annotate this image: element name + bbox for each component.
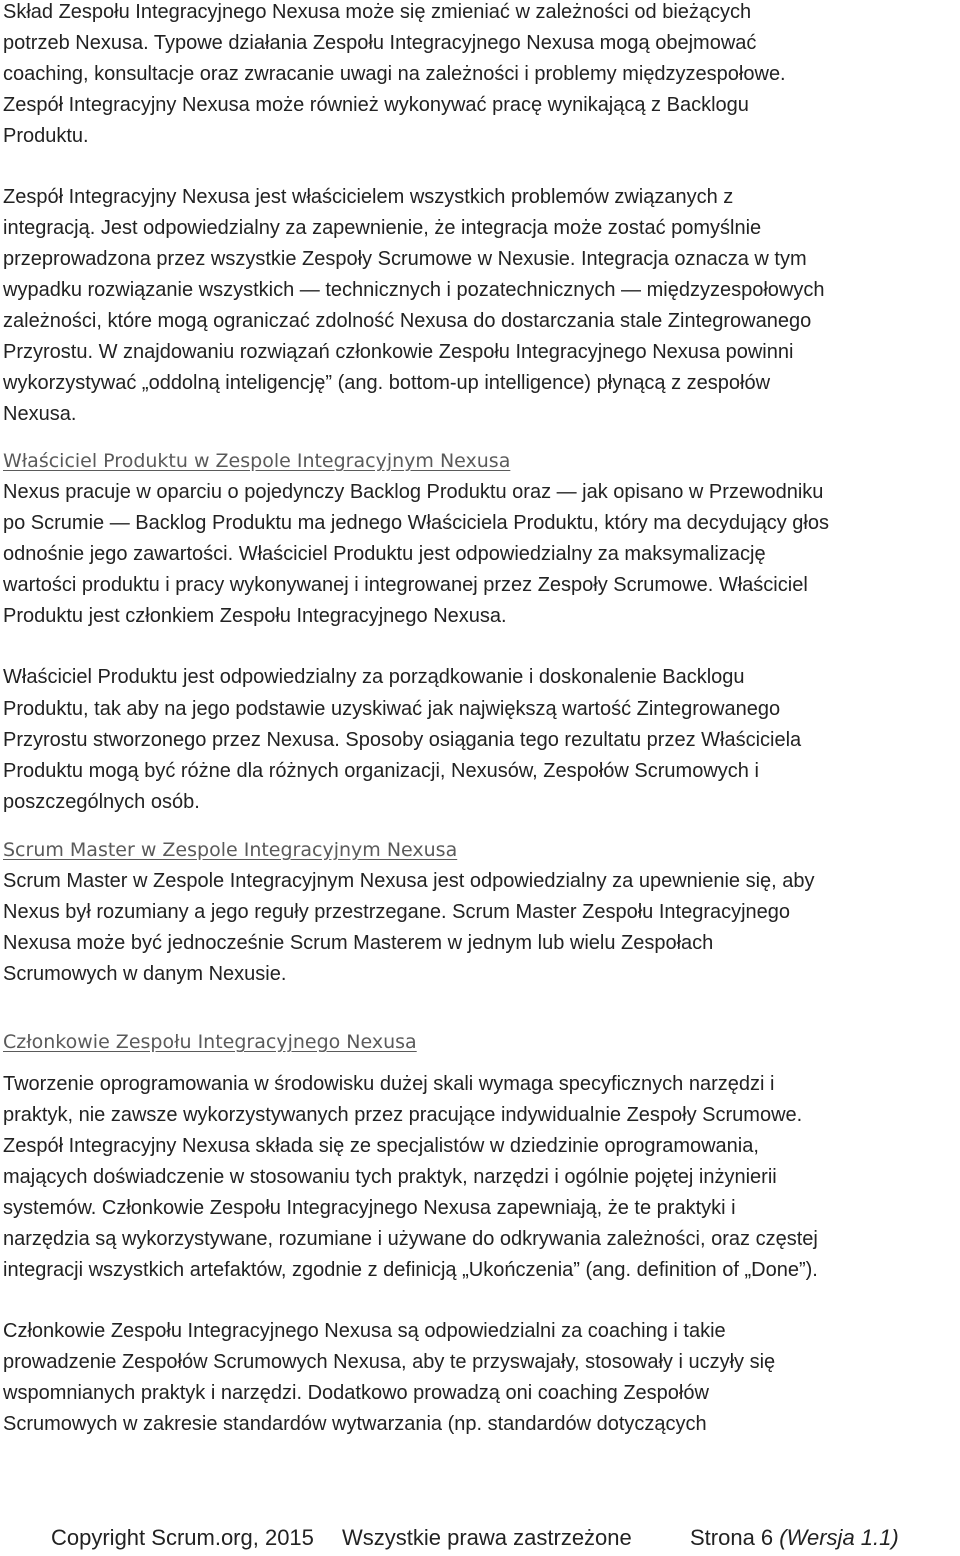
paragraph-line: wartości produktu i pracy wykonywanej i integrowanej przez Zespoły Scrumowe. Właściciel <box>3 574 808 596</box>
paragraph-line: Członkowie Zespołu Integracyjnego Nexusa są odpowiedzialni za coaching i takie <box>3 1320 726 1342</box>
paragraph-line: Nexusa. <box>3 403 77 425</box>
paragraph-line: Produktu jest członkiem Zespołu Integracyjnego Nexusa. <box>3 605 507 627</box>
paragraph-line: potrzeb Nexusa. Typowe działania Zespołu Integracyjnego Nexusa mogą obejmować <box>3 32 757 54</box>
paragraph-line: przeprowadzona przez wszystkie Zespoły Scrumowe w Nexusie. Integracja oznacza w tym <box>3 248 807 270</box>
section-heading-members: Członkowie Zespołu Integracyjnego Nexusa <box>3 1031 417 1053</box>
paragraph-line: Nexus był rozumiany a jego reguły przestrzegane. Scrum Master Zespołu Integracyjnego <box>3 901 791 923</box>
paragraph-line: Właściciel Produktu jest odpowiedzialny za porządkowanie i doskonalenie Backlogu <box>3 666 745 688</box>
footer-rights: Wszystkie prawa zastrzeżone <box>342 1525 632 1550</box>
footer-page-number <box>690 1524 899 1552</box>
paragraph-line: narzędzia są wykorzystywane, rozumiane i używane do odkrywania zależności, oraz częstej <box>3 1228 818 1250</box>
paragraph-line: po Scrumie — Backlog Produktu ma jednego Właściciela Produktu, który ma decydujący głos <box>3 512 829 534</box>
paragraph-line: Scrumowych w danym Nexusie. <box>3 963 287 985</box>
paragraph-line: wypadku rozwiązanie wszystkich — technicznych i pozatechnicznych — międzyzespołowych <box>3 279 825 301</box>
paragraph-line: wspomnianych praktyk i narzędzi. Dodatkowo prowadzą oni coaching Zespołów <box>3 1382 709 1404</box>
paragraph-line: Nexus pracuje w oparciu o pojedynczy Backlog Produktu oraz — jak opisano w Przewodniku <box>3 481 824 503</box>
paragraph-line: Scrum Master w Zespole Integracyjnym Nexusa jest odpowiedzialny za upewnienie się, aby <box>3 870 815 892</box>
paragraph-line: integracją. Jest odpowiedzialny za zapewnienie, że integracja może zostać pomyślnie <box>3 217 762 239</box>
paragraph-line: Zespół Integracyjny Nexusa składa się ze specjalistów w dziedzinie oprogramowania, <box>3 1135 759 1157</box>
paragraph-line: wykorzystywać „oddolną inteligencję” (ang. bottom-up intelligence) płynącą z zespołów <box>3 372 771 394</box>
paragraph-line: Produktu mogą być różne dla różnych organizacji, Nexusów, Zespołów Scrumowych i <box>3 760 759 782</box>
paragraph-line: Nexusa może być jednocześnie Scrum Masterem w jednym lub wielu Zespołach <box>3 932 714 954</box>
paragraph-line: poszczególnych osób. <box>3 791 200 813</box>
paragraph-line: Przyrostu stworzonego przez Nexusa. Sposoby osiągania tego rezultatu przez Właściciela <box>3 729 802 751</box>
paragraph-line: Produktu. <box>3 125 89 147</box>
footer-version: (Wersja 1.1) <box>779 1525 899 1550</box>
paragraph-line: mających doświadczenie w stosowaniu tych praktyk, narzędzi i ogólnie pojętej inżynierii <box>3 1166 777 1188</box>
paragraph-line: Zespół Integracyjny Nexusa jest właścicielem wszystkich problemów związanych z <box>3 186 734 208</box>
paragraph-line: praktyk, nie zawsze wykorzystywanych przez pracujące indywidualnie Zespoły Scrumowe. <box>3 1104 803 1126</box>
paragraph-line: odnośnie jego zawartości. Właściciel Produktu jest odpowiedzialny za maksymalizację <box>3 543 766 565</box>
paragraph-line: prowadzenie Zespołów Scrumowych Nexusa, aby te przyswajały, stosowały i uczyły się <box>3 1351 776 1373</box>
paragraph-line: Zespół Integracyjny Nexusa może również wykonywać pracę wynikającą z Backlogu <box>3 94 749 116</box>
paragraph-line: systemów. Członkowie Zespołu Integracyjnego Nexusa zapewniają, że te praktyki i <box>3 1197 736 1219</box>
paragraph-line: Tworzenie oprogramowania w środowisku dużej skali wymaga specyficznych narzędzi i <box>3 1073 775 1095</box>
section-heading-product-owner: Właściciel Produktu w Zespole Integracyjnym Nexusa <box>3 450 511 472</box>
paragraph-line: Produktu, tak aby na jego podstawie uzyskiwać jak największą wartość Zintegrowanego <box>3 698 781 720</box>
paragraph-line: zależności, które mogą ograniczać zdolność Nexusa do dostarczania stale Zintegrowanego <box>3 310 812 332</box>
paragraph-line: Scrumowych w zakresie standardów wytwarzania (np. standardów dotyczących <box>3 1413 707 1435</box>
paragraph-line: Przyrostu. W znajdowaniu rozwiązań członkowie Zespołu Integracyjnego Nexusa powinni <box>3 341 794 363</box>
footer-page-label: Strona 6 <box>690 1525 774 1550</box>
paragraph-line: coaching, konsultacje oraz zwracanie uwagi na zależności i problemy międzyzespołowe. <box>3 63 786 85</box>
footer-copyright: Copyright Scrum.org, 2015 <box>51 1525 314 1550</box>
paragraph-line: Skład Zespołu Integracyjnego Nexusa może się zmieniać w zależności od bieżących <box>3 1 752 23</box>
paragraph-line: integracji wszystkich artefaktów, zgodnie z definicją „Ukończenia” (ang. definition of „Done”). <box>3 1259 818 1281</box>
section-heading-scrum-master: Scrum Master w Zespole Integracyjnym Nexusa <box>3 839 458 861</box>
